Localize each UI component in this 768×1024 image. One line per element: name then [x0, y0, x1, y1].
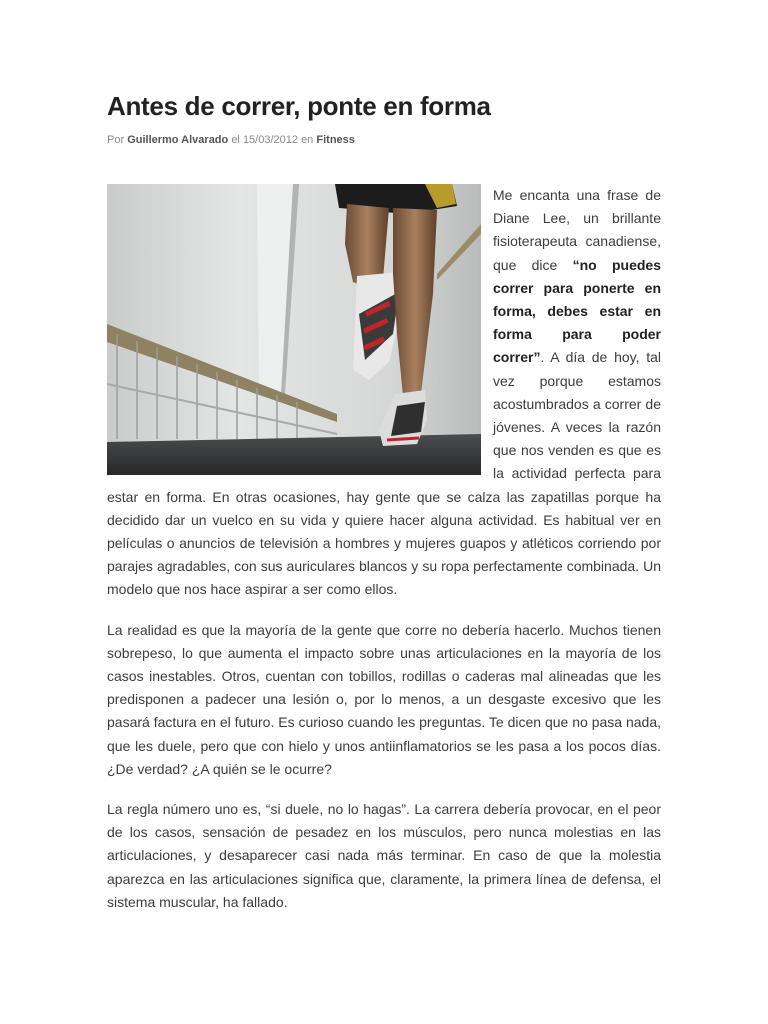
author-link[interactable]: Guillermo Alvarado — [127, 134, 229, 146]
paragraph-3: La regla número uno es, “si duele, no lo hagas”. La carrera debería provocar, en el peor de los casos, sensación de pesadez en los músculos, pero nunca molestias en las articulaciones, y desaparecer casi nada más terminar. En caso de que la molestia aparezca en las articulaciones significa que, claramente, la primera línea de defensa, el sistema muscular, ha fallado. — [107, 801, 661, 910]
paragraph-2: La realidad es que la mayoría de la gente que corre no debería hacerlo. Muchos tienen sobrepeso, lo que aumenta el impacto sobre unas articulaciones en la mayoría de los casos inestables. Otros, cuentan con tobillos, rodillas o caderas mal alineadas que les predisponen a padecer una lesión o, por lo menos, a un desgaste excesivo que les pasará factura en el futuro. Es curioso cuando les preguntas. Te dicen que no pasa nada, que les duele, pero que con hielo y unos antiinflamatorios se les pasa a los pocos días. ¿De verdad? ¿A quién se le ocurre? — [107, 621, 661, 777]
byline — [107, 132, 661, 148]
article — [107, 88, 661, 931]
runner-photo — [107, 184, 481, 475]
diane-lee-quote: “no puedes correr para ponerte en forma, debes estar en forma para poder correr” — [493, 256, 661, 366]
article-title: Antes de correr, ponte en forma — [107, 91, 491, 121]
article-body — [107, 184, 661, 914]
byline-category-prefix: en — [301, 134, 314, 146]
paragraph-1-rest: . A día de hoy, tal vez porque estamos acostumbrados a correr de jóvenes. A veces la razón que nos venden es que es la actividad perfecta para estar en forma. En otras ocasiones, hay gente que se calza las zapatillas porque ha decidido dar un vuelco en su vida y quiere hacer alguna actividad. Es habitual ver en películas o anuncios de televisión a hombres y mujeres guapos y atléticos corriendo por parajes agradables, con sus auriculares blancos y su ropa perfectamente combinada. Un modelo que nos hace aspirar a ser como ellos. — [107, 349, 661, 598]
category-link[interactable]: Fitness — [316, 134, 355, 146]
byline-prefix: Por — [107, 134, 125, 146]
paragraph-1-intro: Me encanta una frase de Diane Lee, un brillante fisioterapeuta canadiense, que dice — [493, 187, 661, 273]
byline-date-prefix: el — [231, 134, 240, 146]
publish-date: 15/03/2012 — [242, 134, 298, 146]
